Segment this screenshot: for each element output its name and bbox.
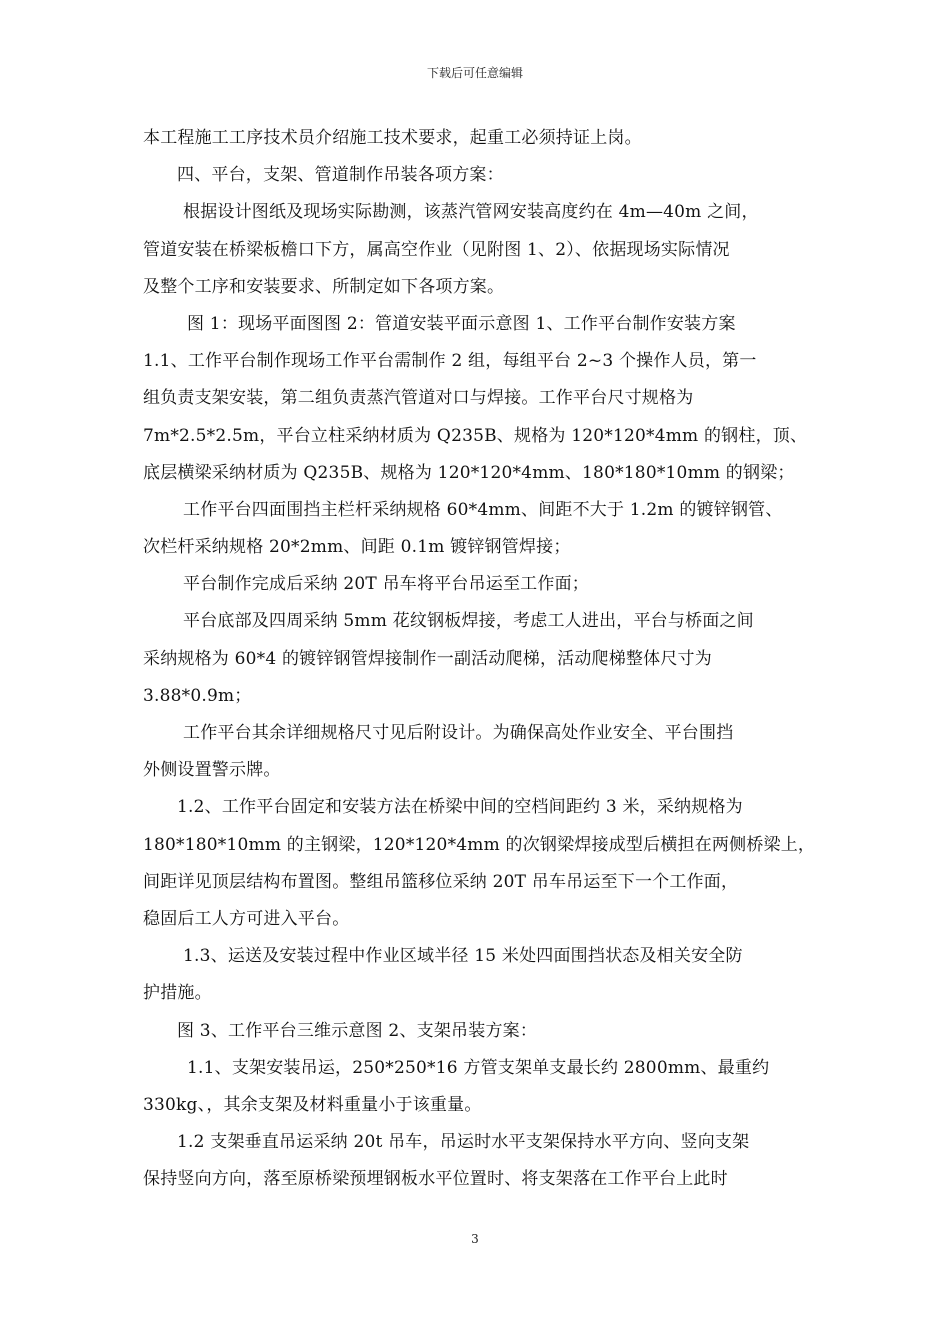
paragraph-line: 底层横梁采纳材质为 Q235B、规格为 120*120*4mm、180*180*10mm 的钢梁；: [143, 462, 795, 483]
paragraph-line: 1.3、运送及安装过程中作业区域半径 15 米处四面围挡状态及相关安全防: [183, 946, 743, 967]
paragraph-line: 330kg、，其余支架及材料重量小于该重量。: [143, 1094, 482, 1115]
paragraph-line: 图 1：现场平面图图 2：管道安装平面示意图 1、工作平台制作安装方案: [187, 313, 736, 334]
document-body: [143, 120, 816, 1198]
paragraph-line: 次栏杆采纳规格 20*2mm、间距 0.1m 镀锌钢管焊接；: [143, 537, 571, 558]
paragraph-line: 及整个工序和安装要求、所制定如下各项方案。: [143, 276, 505, 297]
paragraph-line: 工作平台四面围挡主栏杆采纳规格 60*4mm、间距不大于 1.2m 的镀锌钢管、: [183, 499, 783, 520]
paragraph-line: 管道安装在桥梁板檐口下方，属高空作业（见附图 1、2）、依据现场实际情况: [143, 239, 730, 260]
paragraph-line: 四、平台，支架、管道制作吊装各项方案：: [177, 165, 504, 186]
paragraph-line: 护措施。: [143, 983, 212, 1004]
paragraph-line: 组负责支架安装，第二组负责蒸汽管道对口与焊接。工作平台尺寸规格为: [143, 388, 694, 409]
paragraph-line: 间距详见顶层结构布置图。整组吊篮移位采纳 20T 吊车吊运至下一个工作面，: [143, 871, 739, 892]
paragraph-line: 平台底部及四周采纳 5mm 花纹钢板焊接，考虑工人进出，平台与桥面之间: [183, 611, 754, 632]
paragraph-line: 1.2 支架垂直吊运采纳 20t 吊车，吊运时水平支架保持水平方向、竖向支架: [177, 1132, 750, 1153]
paragraph-line: 稳固后工人方可进入平台。: [143, 908, 350, 929]
paragraph-line: 1.1、工作平台制作现场工作平台需制作 2 组，每组平台 2~3 个操作人员，第一: [143, 351, 757, 372]
paragraph-line: 图 3、工作平台三维示意图 2、支架吊装方案：: [177, 1020, 538, 1041]
paragraph-line: 平台制作完成后采纳 20T 吊车将平台吊运至工作面；: [183, 574, 589, 595]
paragraph-line: 外侧设置警示牌。: [143, 760, 281, 781]
page-header: 下载后可任意编辑: [426, 66, 523, 80]
paragraph-line: 3.88*0.9m；: [143, 685, 252, 706]
page-number: 3: [471, 1232, 479, 1246]
paragraph-line: 180*180*10mm 的主钢梁，120*120*4mm 的次钢梁焊接成型后横担在两侧桥梁上，: [143, 834, 816, 855]
paragraph-line: 工作平台其余详细规格尺寸见后附设计。为确保高处作业安全、平台围挡: [183, 723, 734, 743]
paragraph-line: 根据设计图纸及现场实际勘测，该蒸汽管网安装高度约在 4m—40m 之间，: [183, 202, 759, 223]
paragraph-line: 7m*2.5*2.5m，平台立柱采纳材质为 Q235B、规格为 120*120*4mm 的钢柱，顶、: [143, 425, 808, 446]
paragraph-line: 保持竖向方向，落至原桥梁预埋钢板水平位置时、将支架落在工作平台上此时: [143, 1169, 728, 1190]
paragraph-line: 1.2、工作平台固定和安装方法在桥梁中间的空档间距约 3 米，采纳规格为: [177, 797, 743, 818]
paragraph-line: 采纳规格为 60*4 的镀锌钢管焊接制作一副活动爬梯，活动爬梯整体尺寸为: [143, 648, 712, 669]
paragraph-line: 本工程施工工序技术员介绍施工技术要求，起重工必须持证上岗。: [143, 128, 642, 148]
paragraph-line: 1.1、支架安装吊运，250*250*16 方管支架单支最长约 2800mm、最重约: [187, 1057, 770, 1078]
